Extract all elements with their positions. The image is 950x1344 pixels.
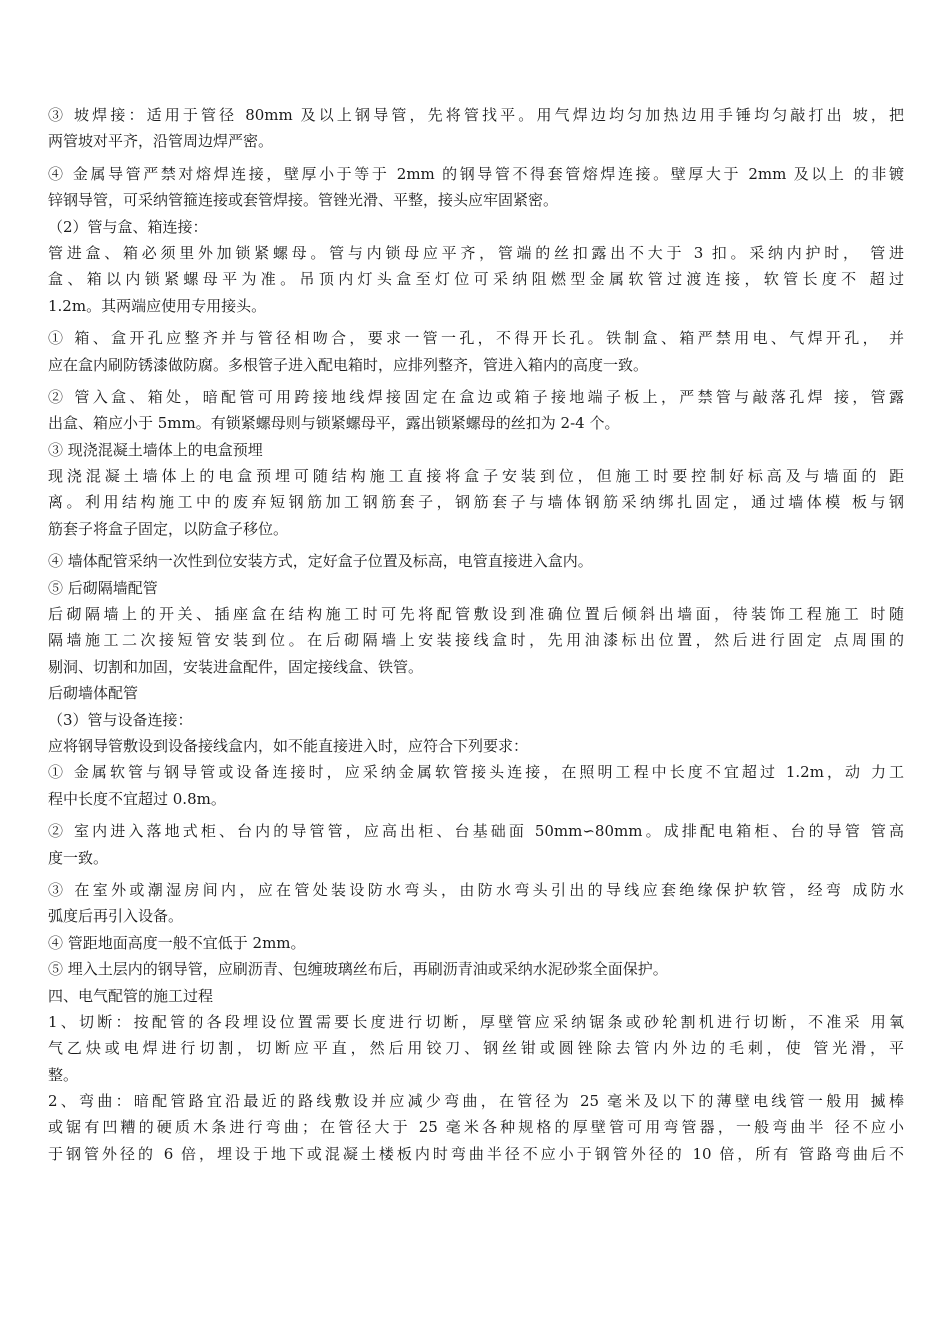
text-line: ① 金属软管与钢导管或设备连接时，应采纳金属软管接头连接，在照明工程中长度不宜超过 1.2m，动 力工 [48,763,904,782]
document-body [48,102,904,1167]
text-line: 整。 [48,1065,79,1084]
text-line: ③ 坡焊接：适用于管径 80mm 及以上钢导管，先将管找平。用气焊边均匀加热边用手锤均匀敲打出 坡，把 [48,106,904,124]
paragraph [48,680,904,706]
text-line: ③ 在室外或潮湿房间内，应在管处装设防水弯头，由防水弯头引出的导线应套绝缘保护软管，经弯 成防水 [48,880,904,899]
text-line: ⑤ 埋入土层内的钢导管，应刷沥青、包缠玻璃丝布后，再刷沥青油或采纳水泥砂浆全面保护。 [48,960,668,979]
text-line: ② 管入盒、箱处，暗配管可用跨接地线焊接固定在盒边或箱子接地端子板上，严禁管与敲落孔焊 接，管露 [48,387,904,406]
paragraph [48,1009,904,1088]
paragraph [48,818,904,871]
text-line: 两管坡对平齐，沿管周边焊严密。 [48,132,274,151]
paragraph [48,384,904,437]
paragraph [48,733,904,759]
text-line: （3）管与设备连接： [48,710,193,729]
text-line: 应将钢导管敷设到设备接线盒内，如不能直接进入时，应符合下列要求： [48,736,529,755]
text-line: ⑤ 后砌隔墙配管 [48,578,158,597]
paragraph [48,1088,904,1167]
text-line: 筋套子将盒子固定，以防盒子移位。 [48,519,289,538]
text-line: 1.2m。其两端应使用专用接头。 [48,296,267,315]
text-line: ④ 管距地面高度一般不宜低于 2mm。 [48,933,306,952]
text-line: 1、切断：按配管的各段埋设位置需要长度进行切断，厚壁管应采纳锯条或砂轮割机进行切断，不准采 用氧 [48,1012,904,1031]
text-line: 后砌墙体配管 [48,684,139,703]
text-line: 盒、箱以内锁紧螺母平为准。吊顶内灯头盒至灯位可采纳阻燃型金属软管过渡连接，软管长度不 超过 [48,270,904,289]
section-heading [48,707,904,733]
paragraph [48,161,904,214]
section-heading [48,214,904,240]
paragraph [48,601,904,680]
paragraph [48,759,904,812]
text-line: 2、弯曲：暗配管路宜沿最近的路线敷设并应减少弯曲，在管径为 25 毫米及以下的薄壁电线管一般用 揻棒 [48,1092,904,1111]
text-line: 气乙炔或电焊进行切割，切断应平直，然后用铰刀、钢丝钳或圆锉除去管内外边的毛刺，使 管光滑，平 [48,1039,904,1058]
text-line: 后砌隔墙上的开关、插座盒在结构施工时可先将配管敷设到准确位置后倾斜出墙面，待装饰工程施工 时随 [48,605,904,624]
text-line: 剔洞、切割和加固，安装进盒配件，固定接线盒、铁管。 [48,657,424,676]
text-line: 四、电气配管的施工过程 [48,986,214,1005]
paragraph [48,956,904,982]
paragraph [48,463,904,542]
text-line: 应在盒内刷防锈漆做防腐。多根管子进入配电箱时，应排列整齐，管进入箱内的高度一致。 [48,355,649,374]
text-line: 于钢管外径的 6 倍，埋设于地下或混凝土楼板内时弯曲半径不应小于钢管外径的 10 倍，所有 管路弯曲后不 [48,1144,904,1163]
paragraph [48,575,904,601]
text-line: 离。利用结构施工中的废弃短钢筋加工钢筋套子，钢筋套子与墙体钢筋采纳绑扎固定，通过墙体模 板与钢 [48,493,904,512]
text-line: 程中长度不宜超过 0.8m。 [48,789,226,808]
paragraph [48,930,904,956]
paragraph [48,548,904,574]
section-heading [48,983,904,1009]
text-line: 出盒、箱应小于 5mm。有锁紧螺母则与锁紧螺母平，露出锁紧螺母的丝扣为 2-4 个。 [48,414,620,433]
text-line: 隔墙施工二次接短管安装到位。在后砌隔墙上安装接线盒时，先用油漆标出位置，然后进行固定 点周围的 [48,631,904,650]
paragraph [48,102,904,155]
text-line: ② 室内进入落地式柜、台内的导管管，应高出柜、台基础面 50mm∽80mm。成排配电箱柜、台的导管 管高 [48,822,904,841]
text-line: ③ 现浇混凝土墙体上的电盒预埋 [48,440,263,459]
paragraph [48,877,904,930]
paragraph [48,437,904,463]
paragraph [48,240,904,319]
paragraph [48,325,904,378]
text-line: 或锯有凹糟的硬质木条进行弯曲；在管径大于 25 毫米各种规格的厚壁管可用弯管器，一般弯曲半 径不应小 [48,1118,904,1137]
text-line: 锌钢导管，可采纳管箍连接或套管焊接。管锉光滑、平整，接头应牢固紧密。 [48,191,559,210]
text-line: ① 箱、盒开孔应整齐并与管径相吻合，要求一管一孔，不得开长孔。铁制盒、箱严禁用电、气焊开孔， 并 [48,329,904,348]
text-line: 管进盒、箱必须里外加锁紧螺母。管与内锁母应平齐，管端的丝扣露出不大于 3 扣。采纳内护时， 管进 [48,243,904,262]
text-line: ④ 墙体配管采纳一次性到位安装方式，定好盒子位置及标高，电管直接进入盒内。 [48,552,593,571]
text-line: 度一致。 [48,848,109,867]
text-line: 弧度后再引入设备。 [48,907,184,926]
text-line: 现浇混凝土墙体上的电盒预埋可随结构施工直接将盒子安装到位，但施工时要控制好标高及与墙面的 距 [48,467,904,486]
text-line: （2）管与盒、箱连接： [48,217,208,236]
text-line: ④ 金属导管严禁对熔焊连接，壁厚小于等于 2mm 的钢导管不得套管熔焊连接。壁厚大于 2mm 及以上 的非镀 [48,164,904,183]
